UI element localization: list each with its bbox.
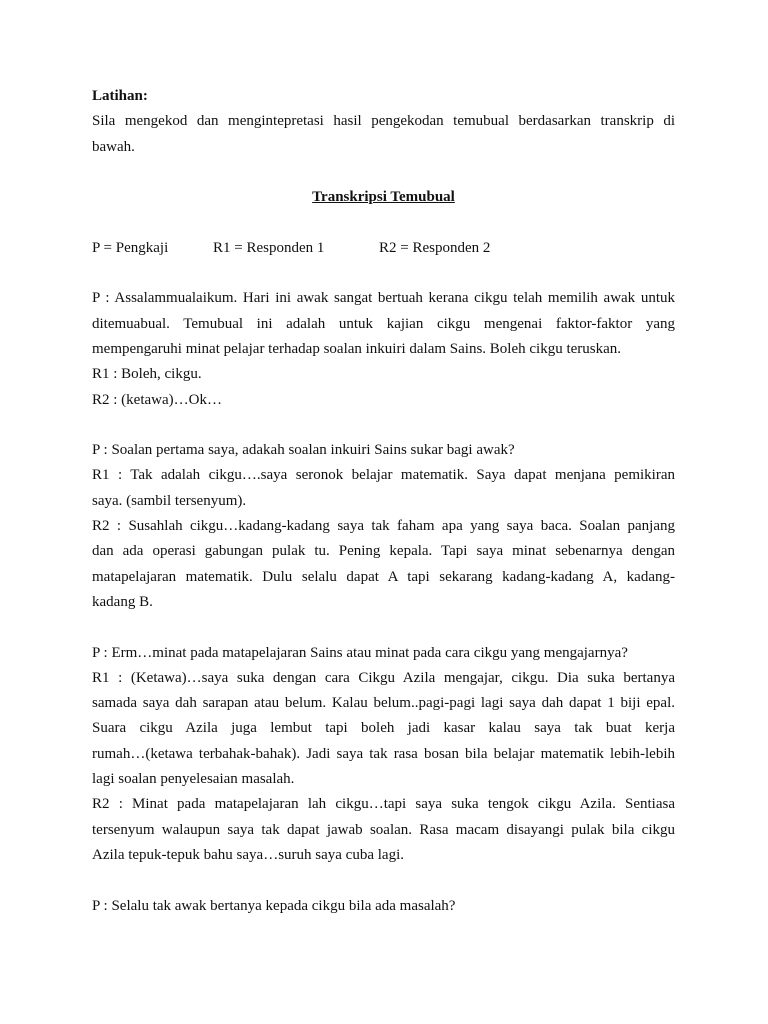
- legend-r1: R1 = Responden 1: [213, 239, 325, 256]
- exchange-2: [92, 438, 675, 615]
- intro-line: bawah.: [92, 138, 135, 155]
- p-line: P : Soalan pertama saya, adakah soalan inkuiri Sains sukar bagi awak?: [92, 442, 515, 459]
- r2-line: R2 : (ketawa)…Ok…: [92, 391, 222, 408]
- p-line: P : Selalu tak awak bertanya kepada cikgu bila ada masalah?: [92, 897, 456, 914]
- document-page: [92, 84, 675, 919]
- r2-line: R2 : Susahlah cikgu…kadang-kadang saya tak faham apa yang saya baca. Soalan panjang: [92, 518, 675, 535]
- r2-line: tersenyum walaupun saya tak dapat jawab soalan. Rasa macam disayangi pulak bila cikgu: [92, 821, 675, 838]
- speaker-legend: [92, 236, 675, 261]
- r1-line: R1 : Boleh, cikgu.: [92, 366, 202, 383]
- r2-line: dan ada operasi gabungan pulak tu. Pening kepala. Tapi saya minat sebenarnya dengan: [92, 543, 675, 560]
- spacer: [92, 615, 675, 640]
- r2-line: R2 : Minat pada matapelajaran lah cikgu…tapi saya suka tengok cikgu Azila. Sentiasa: [92, 796, 675, 813]
- transcript-title-row: [92, 185, 675, 210]
- r1-line: R1 : Tak adalah cikgu….saya seronok belajar matematik. Saya dapat menjana pemikiran: [92, 467, 675, 484]
- r1-line: Suara cikgu Azila juga lembut tapi boleh jadi kasar kalau saya tak buat kerja: [92, 720, 675, 737]
- exchange-1: [92, 286, 675, 412]
- r1-line: R1 : (Ketawa)…saya suka dengan cara Cikgu Azila mengajar, cikgu. Dia suka bertanya: [92, 669, 675, 686]
- r1-line: saya. (sambil tersenyum).: [92, 492, 247, 509]
- spacer: [92, 868, 675, 893]
- transcript-title: Transkripsi Temubual: [312, 189, 455, 206]
- p-line: mempengaruhi minat pelajar terhadap soalan inkuiri dalam Sains. Boleh cikgu teruskan.: [92, 340, 622, 357]
- r2-line: matapelajaran matematik. Dulu selalu dapat A tapi sekarang kadang-kadang A, kadang-: [92, 568, 675, 585]
- r2-line: kadang B.: [92, 593, 153, 610]
- spacer: [92, 261, 675, 286]
- p-line: P : Assalammualaikum. Hari ini awak sangat bertuah kerana cikgu telah memilih awak untuk: [92, 290, 675, 307]
- legend-p: P = Pengkaji: [92, 239, 169, 256]
- p-line: ditemuabual. Temubual ini adalah untuk kajian cikgu mengenai faktor-faktor yang: [92, 315, 675, 332]
- intro-line: Sila mengekod dan mengintepretasi hasil pengekodan temubual berdasarkan transkrip di: [92, 113, 675, 130]
- spacer: [92, 413, 675, 438]
- p-line: P : Erm…minat pada matapelajaran Sains atau minat pada cara cikgu yang mengajarnya?: [92, 644, 628, 661]
- exchange-3: [92, 641, 675, 869]
- r1-line: rumah…(ketawa terbahak-bahak). Jadi saya tak rasa bosan bila belajar matematik lebih-lebih: [92, 745, 675, 762]
- r1-line: lagi soalan penyelesaian masalah.: [92, 771, 295, 788]
- spacer: [92, 210, 675, 235]
- spacer: [92, 160, 675, 185]
- legend-r2: R2 = Responden 2: [379, 239, 491, 256]
- exchange-4: [92, 894, 675, 919]
- heading: Latihan:: [92, 88, 148, 104]
- r1-line: samada saya dah sarapan atau belum. Kalau belum..pagi-pagi lagi saya dah dapat 1 biji epal.: [92, 695, 675, 712]
- r2-line: Azila tepuk-tepuk bahu saya…suruh saya cuba lagi.: [92, 846, 404, 863]
